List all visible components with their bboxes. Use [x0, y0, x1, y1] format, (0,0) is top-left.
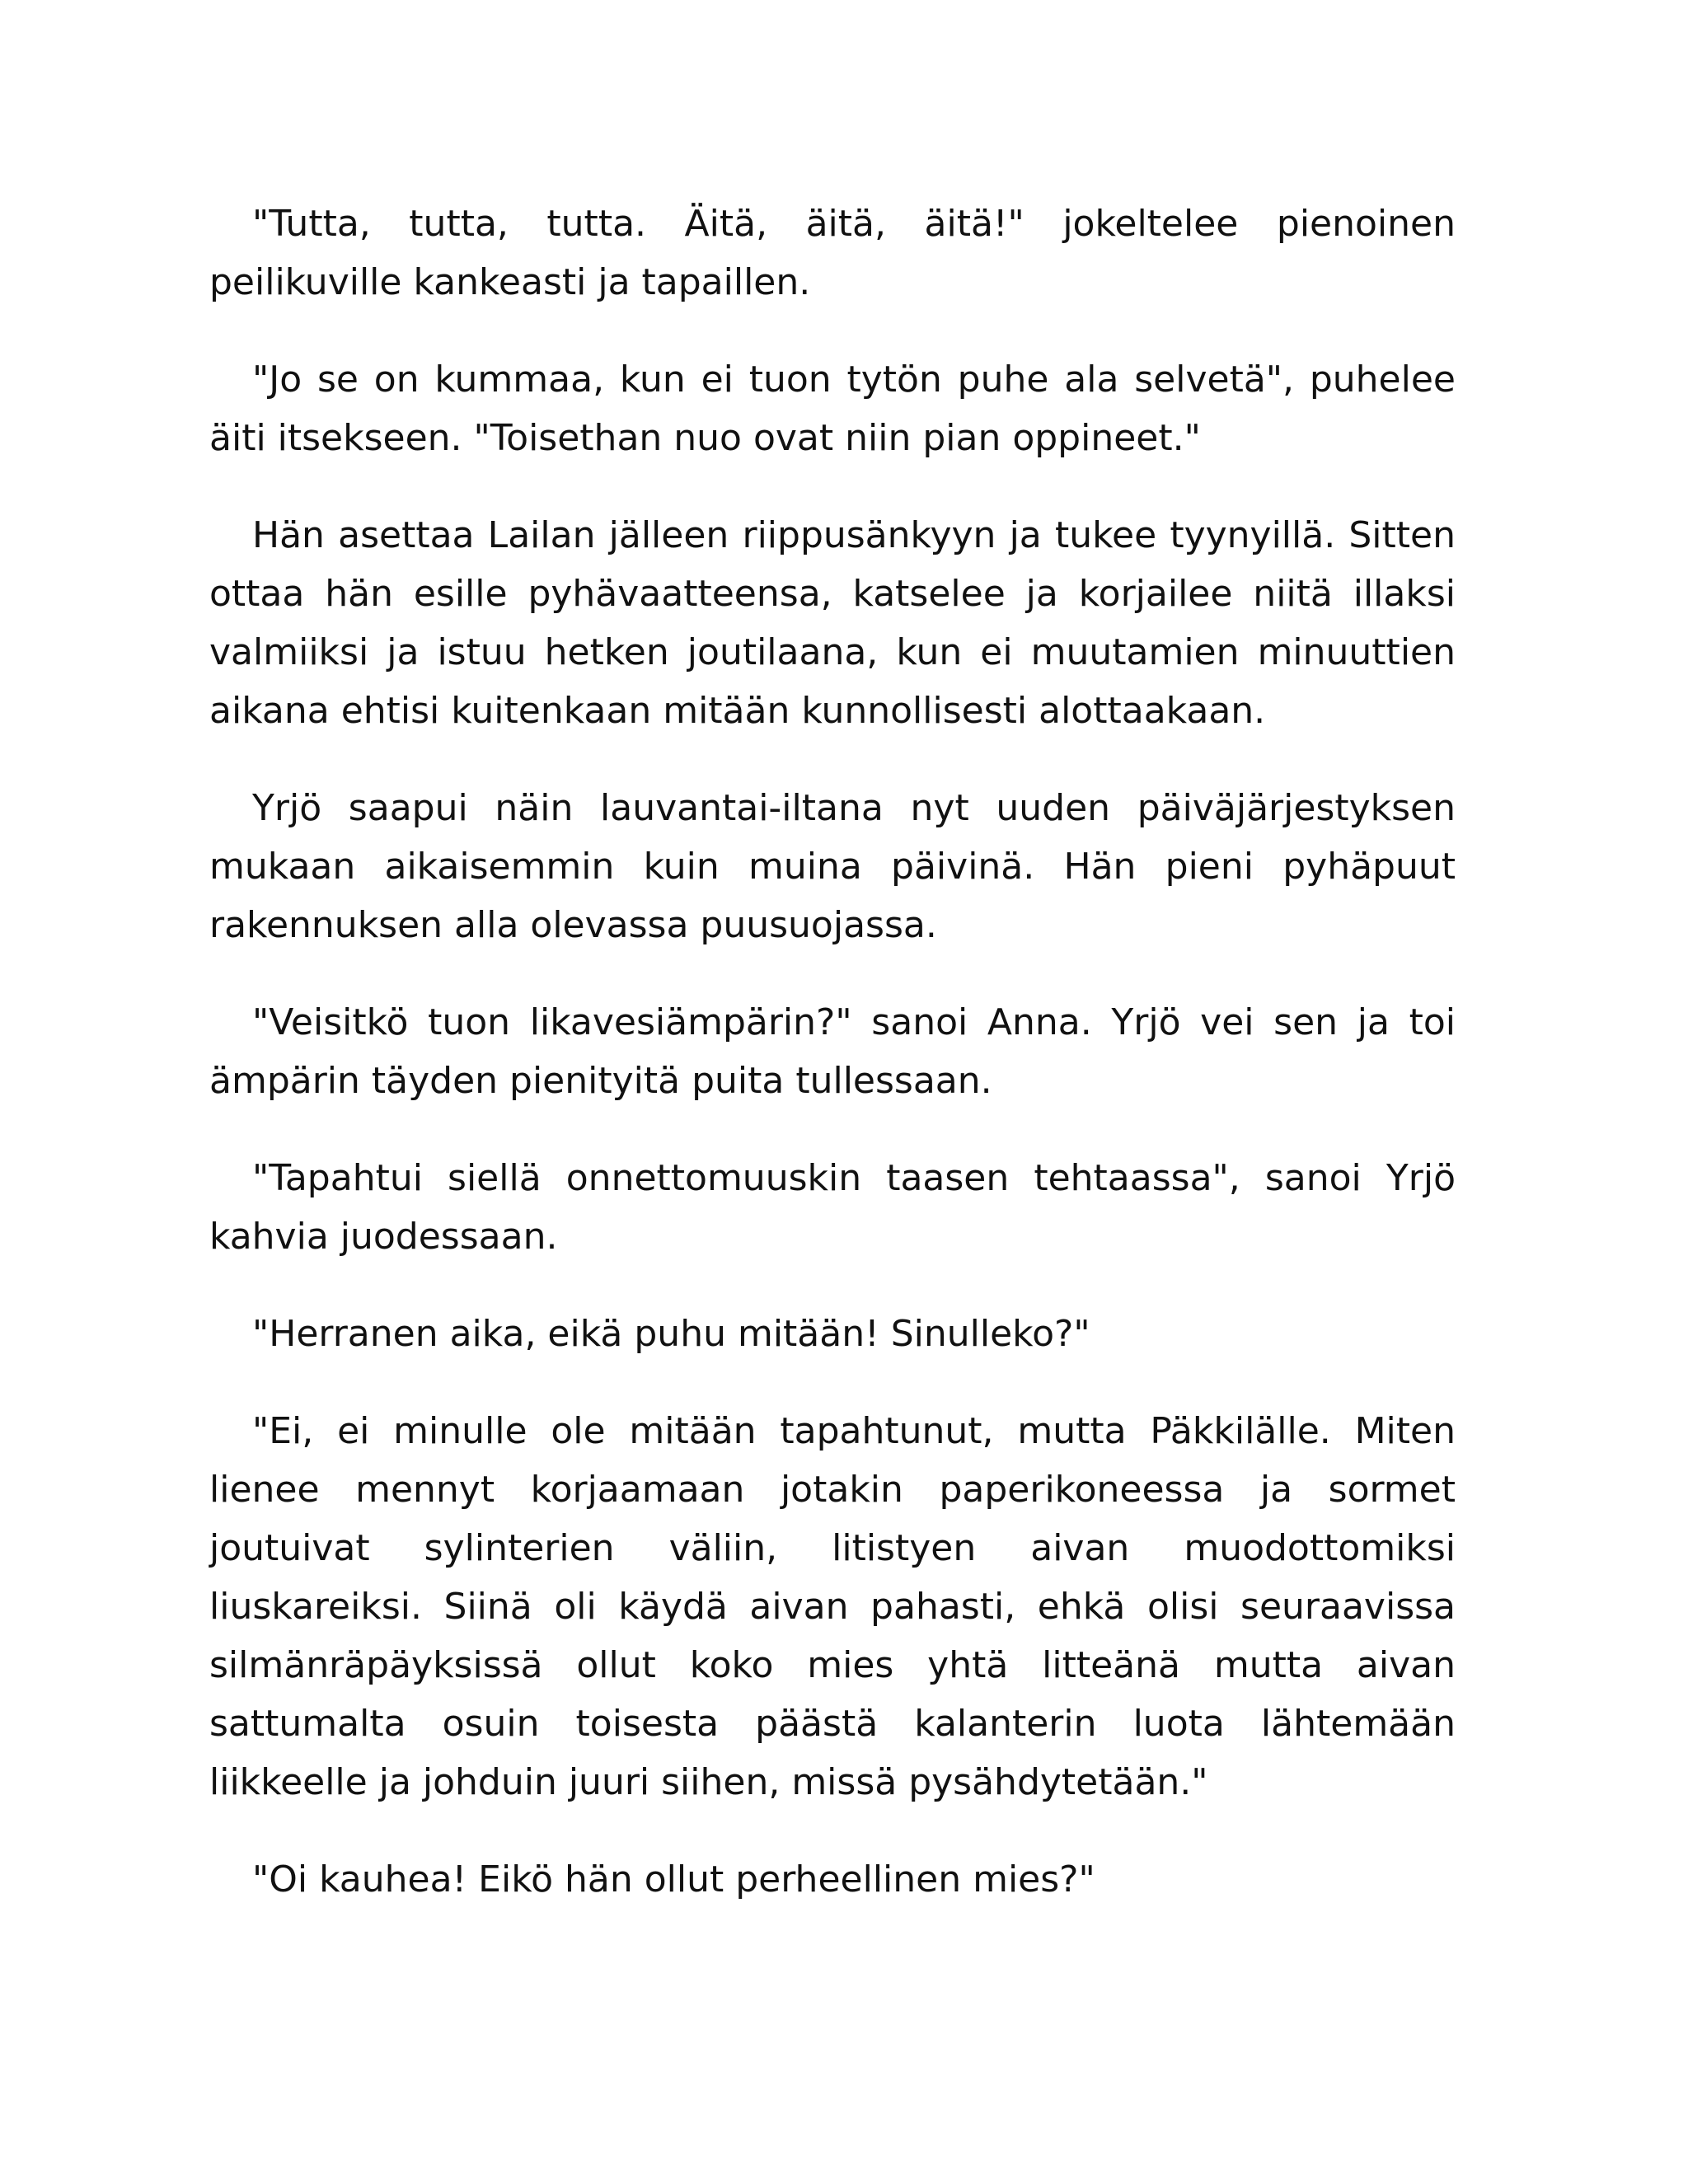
paragraph: "Veisitkö tuon likavesiämpärin?" sanoi Anna. Yrjö vei sen ja toi ämpärin täyden pienityitä puita tullessaan. [209, 1001, 1456, 1102]
paragraph: "Jo se on kummaa, kun ei tuon tytön puhe ala selvetä", puhelee äiti itsekseen. "Toisethan nuo ovat niin pian oppineet." [209, 359, 1456, 459]
paragraph: "Tutta, tutta, tutta. Äitä, äitä, äitä!" jokeltelee pienoinen peilikuville kankeasti ja tapaillen. [209, 203, 1456, 303]
paragraph: Hän asettaa Lailan jälleen riippusänkyyn ja tukee tyynyillä. Sitten ottaa hän esille pyhävaatteensa, katselee ja korjailee niitä illaksi valmiiksi ja istuu hetken joutilaana, kun ei muutamien minuuttien aikana ehtisi kuitenkaan mitään kunnollisesti alottaakaan. [209, 514, 1456, 732]
paragraph: "Ei, ei minulle ole mitään tapahtunut, mutta Päkkilälle. Miten lienee mennyt korjaamaan jotakin paperikoneessa ja sormet joutuivat sylinterien väliin, litistyen aivan muodottomiksi liuskareiksi. Siinä oli käydä aivan pahasti, ehkä olisi seuraavissa silmänräpäyksissä ollut koko mies yhtä litteänä mutta aivan sattumalta osuin toisesta päästä kalanterin luota lähtemään liikkeelle ja johduin juuri siihen, missä pysähdytetään." [209, 1410, 1456, 1803]
paragraph: "Herranen aika, eikä puhu mitään! Sinulleko?" [252, 1313, 1090, 1355]
body-text [209, 194, 1456, 1947]
paragraph: "Tapahtui siellä onnettomuuskin taasen tehtaassa", sanoi Yrjö kahvia juodessaan. [209, 1157, 1456, 1258]
paragraph: "Oi kauhea! Eikö hän ollut perheellinen mies?" [252, 1858, 1095, 1900]
paragraph: Yrjö saapui näin lauvantai-iltana nyt uuden päiväjärjestyksen mukaan aikaisemmin kuin muina päivinä. Hän pieni pyhäpuut rakennuksen alla olevassa puusuojassa. [209, 787, 1456, 946]
